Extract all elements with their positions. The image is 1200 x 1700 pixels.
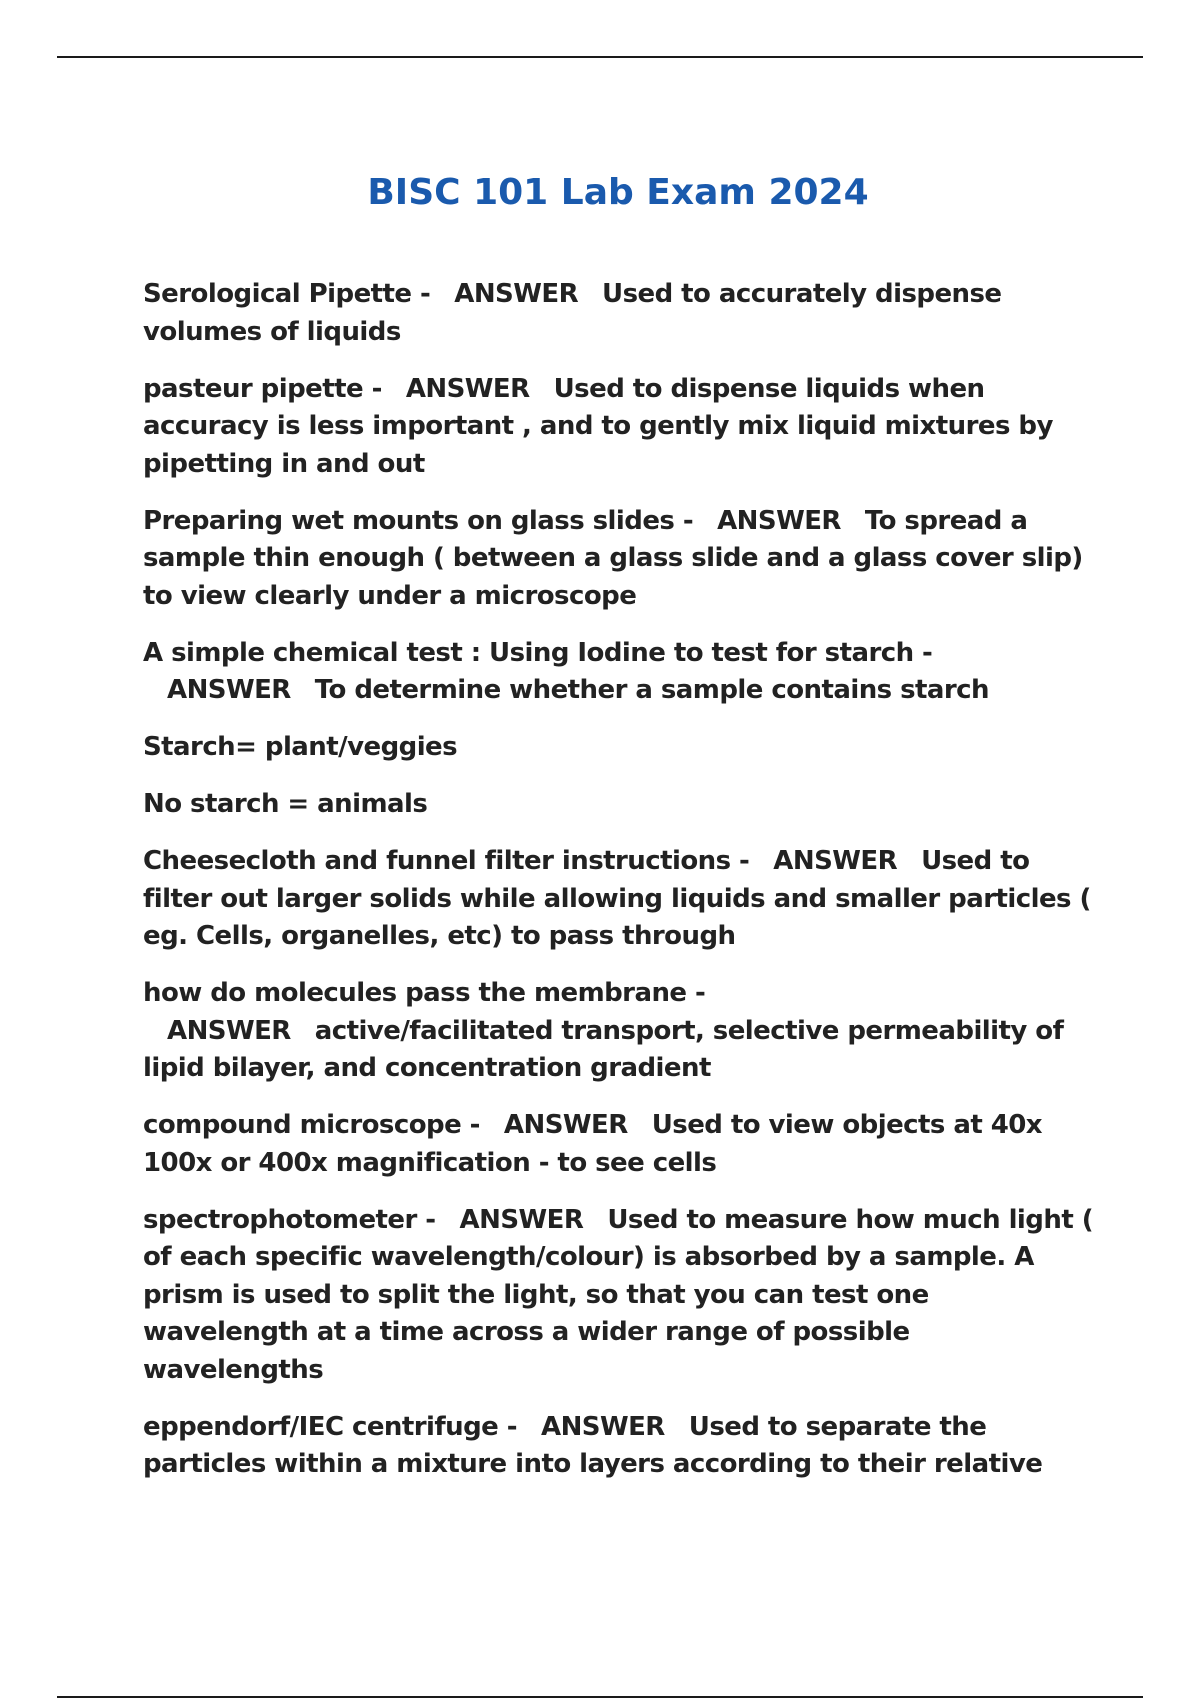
bottom-rule <box>57 1696 1143 1698</box>
entry-membrane-transport <box>143 975 1098 1088</box>
entry-answer: Used to dispense liquids when accuracy is less important , and to gently mix liquid mixtures by pipetting in and out <box>143 373 1053 479</box>
entry-answer: active/facilitated transport, selective permeability of lipid bilayer, and concentration gradient <box>143 1015 1064 1083</box>
answer-label: ANSWER <box>717 505 841 536</box>
entry-wet-mounts <box>143 503 1098 616</box>
entry-iodine-starch-test <box>143 635 1098 710</box>
entry-answer: Used to filter out larger solids while allowing liquids and smaller particles ( eg. Cells, organelles, etc) to pass through <box>143 846 1091 951</box>
entry-compound-microscope <box>143 1107 1098 1182</box>
entry-cheesecloth-filter <box>143 843 1098 956</box>
answer-label: ANSWER <box>459 1204 584 1235</box>
entry-term: eppendorf/IEC centrifuge - <box>143 1411 517 1442</box>
entry-centrifuge <box>143 1409 1098 1484</box>
top-rule <box>57 56 1143 58</box>
answer-label: ANSWER <box>454 279 579 309</box>
entry-spectrophotometer <box>143 1202 1098 1390</box>
note-starch: Starch= plant/veggies <box>143 732 458 762</box>
entry-answer: To spread a sample thin enough ( between a glass slide and a glass cover slip) to view clearly under a microscope <box>143 505 1083 611</box>
entry-term: Cheesecloth and funnel filter instructions - <box>143 846 750 876</box>
entry-term: how do molecules pass the membrane - <box>143 978 706 1008</box>
answer-label: ANSWER <box>167 675 291 705</box>
entry-term: A simple chemical test : Using Iodine to test for starch - <box>143 637 933 668</box>
entry-answer: Used to measure how much light ( of each specific wavelength/colour) is absorbed by a sample. A prism is used to split the light, so that you can test one wavelength at a time across a wider range of possible wavelengths <box>143 1204 1094 1385</box>
answer-label: ANSWER <box>503 1110 628 1140</box>
answer-label: ANSWER <box>773 846 898 876</box>
entry-pasteur-pipette <box>143 371 1098 484</box>
entry-serological-pipette <box>143 276 1098 351</box>
note-no-starch: No starch = animals <box>143 789 428 819</box>
entry-answer: To determine whether a sample contains starch <box>314 675 989 705</box>
entry-answer: Used to view objects at 40x 100x or 400x magnification - to see cells <box>143 1110 1043 1178</box>
entry-term: spectrophotometer - <box>143 1204 436 1235</box>
entry-answer: Used to accurately dispense volumes of liquids <box>143 279 1002 347</box>
answer-label: ANSWER <box>167 1015 291 1046</box>
answer-label: ANSWER <box>405 373 530 404</box>
entry-term: pasteur pipette - <box>143 373 382 404</box>
document-body <box>143 276 1098 1503</box>
entry-term: Serological Pipette - <box>143 279 431 309</box>
entry-answer: Used to separate the particles within a mixture into layers according to their relative <box>143 1411 1043 1479</box>
entry-term: compound microscope - <box>143 1110 480 1140</box>
answer-label: ANSWER <box>541 1411 665 1442</box>
entry-term: Preparing wet mounts on glass slides - <box>143 505 694 536</box>
document-title: BISC 101 Lab Exam 2024 <box>367 172 869 214</box>
